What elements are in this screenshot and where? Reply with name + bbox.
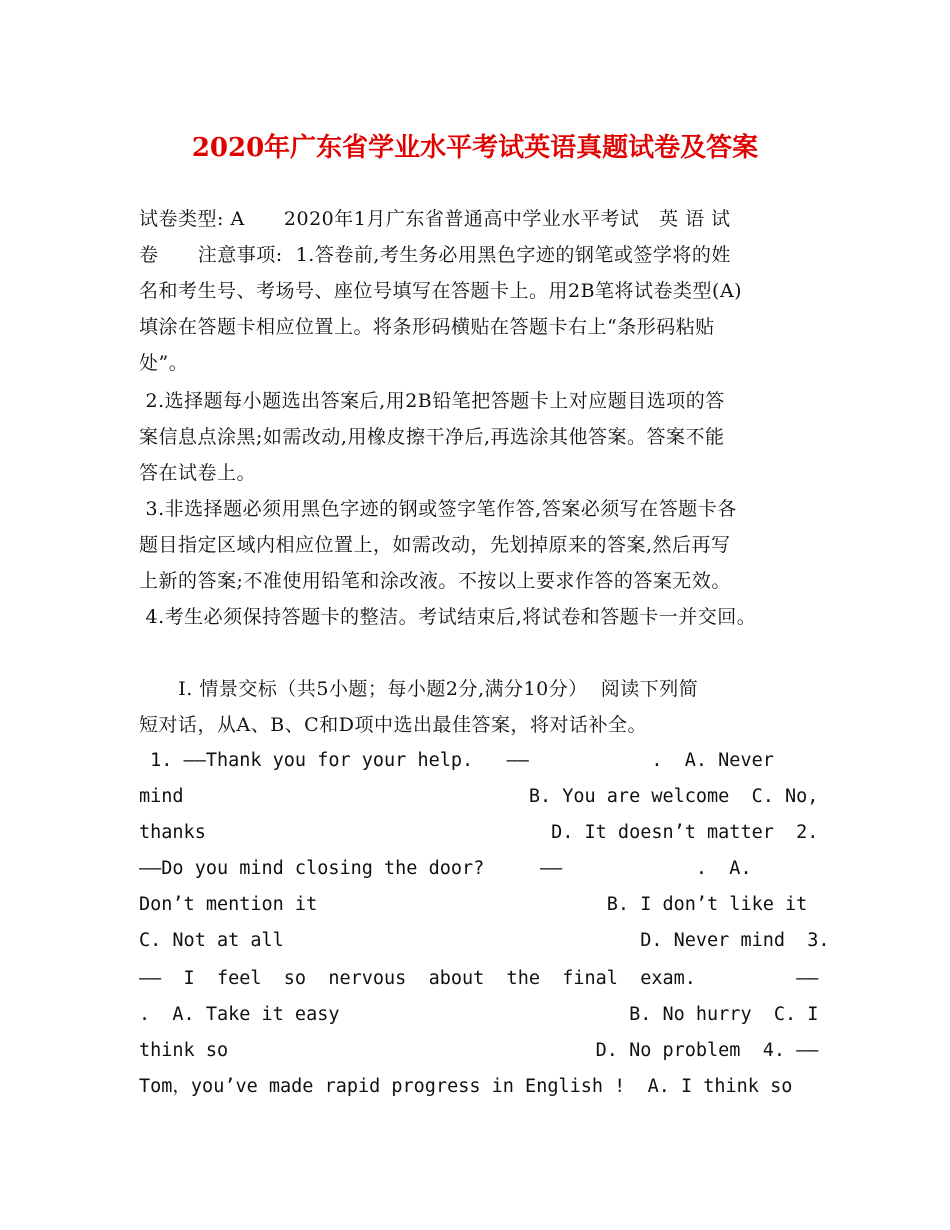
- question-line: . A. Take it easy B. No hurry C. I: [139, 1004, 819, 1025]
- text-line: 填涂在答题卡相应位置上。将条形码横贴在答题卡右上“条形码粘贴: [139, 316, 715, 338]
- question-line: think so D. No problem 4. ——: [139, 1040, 819, 1061]
- text-line: 4.考生必须保持答题卡的整洁。考试结束后,将试卷和答题卡一并交回。: [139, 606, 757, 628]
- text-line: 2.选择题每小题选出答案后,用2B铅笔把答题卡上对应题目选项的答: [139, 390, 725, 412]
- question-line: Don’t mention it B. I don’t like it: [139, 894, 808, 915]
- text-line: 案信息点涂黑;如需改动,用橡皮擦干净后,再选涂其他答案。答案不能: [139, 426, 725, 448]
- question-line: ——Do you mind closing the door? —— . A.: [139, 858, 752, 879]
- text-line: 上新的答案;不准使用铅笔和涂改液。不按以上要求作答的答案无效。: [139, 570, 731, 592]
- text-line: 卷 注意事项: 1.答卷前,考生务必用黑色字迹的钢笔或签学将的姓: [139, 244, 731, 266]
- text-line: 题目指定区域内相应位置上，如需改动，先划掉原来的答案,然后再写: [139, 534, 731, 556]
- question-line: C. Not at all D. Never mind 3.: [139, 930, 830, 951]
- text-line: 试卷类型: A 2020年1月广东省普通高中学业水平考试 英 语 试: [139, 208, 731, 230]
- text-line: 处”。: [139, 352, 189, 374]
- document-title: 2020年广东省学业水平考试英语真题试卷及答案: [191, 133, 759, 163]
- question-line: —— I feel so nervous about the final exam. ——: [139, 968, 819, 989]
- text-line: 答在试卷上。: [139, 462, 257, 484]
- question-line: thanks D. It doesn’t matter 2.: [139, 822, 819, 843]
- section-heading: I. 情景交标（共5小题；每小题2分,满分10分） 阅读下列简: [139, 678, 699, 700]
- question-line: mind B. You are welcome C. No,: [139, 786, 819, 807]
- question-line: Tom，you’ve made rapid progress in English ! A. I think so: [139, 1076, 793, 1097]
- text-line: 短对话，从A、B、C和D项中选出最佳答案，将对话补全。: [139, 714, 647, 736]
- text-line: 3.非选择题必须用黑色字迹的钢或签字笔作答,答案必须写在答题卡各: [139, 498, 737, 520]
- text-line: 名和考生号、考场号、座位号填写在答题卡上。用2B笔将试卷类型(A): [139, 280, 743, 302]
- question-line: 1. ——Thank you for your help. —— . A. Never: [139, 750, 774, 771]
